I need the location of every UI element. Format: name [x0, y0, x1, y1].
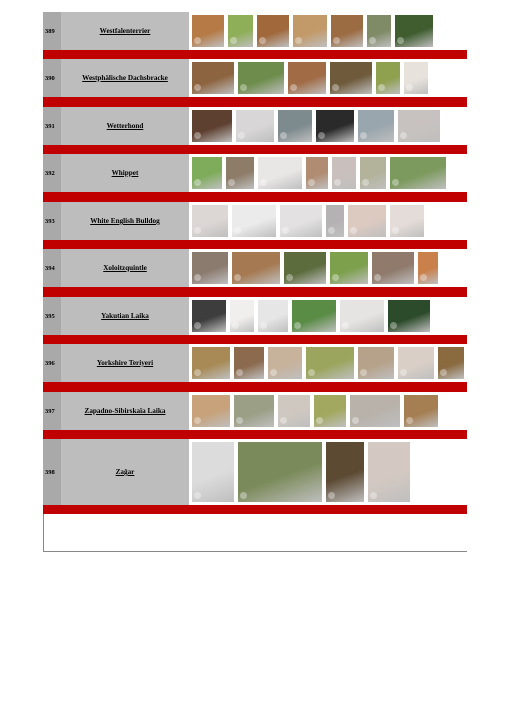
breed-name-link[interactable]: Wetterhond	[61, 107, 189, 145]
breed-photo[interactable]	[191, 109, 233, 143]
breed-table	[43, 12, 467, 514]
table-row	[43, 59, 467, 97]
photo-gallery	[189, 12, 467, 50]
breed-name-link[interactable]: Westphälische Dachsbracke	[61, 59, 189, 97]
breed-photo[interactable]	[291, 299, 337, 333]
breed-photo[interactable]	[277, 109, 313, 143]
breed-name-link[interactable]: Westfalenterrier	[61, 12, 189, 50]
breed-name-link[interactable]: White English Bulldog	[61, 202, 189, 240]
row-number: 389	[43, 12, 61, 50]
breed-photo[interactable]	[277, 394, 311, 428]
breed-name-link[interactable]: Yakutian Laika	[61, 297, 189, 335]
breed-name-link[interactable]: Zapadno-Sibirskaïa Laika	[61, 392, 189, 430]
breed-photo[interactable]	[339, 299, 385, 333]
row-number: 396	[43, 344, 61, 382]
table-row	[43, 12, 467, 50]
breed-photo[interactable]	[287, 61, 327, 95]
breed-photo[interactable]	[347, 204, 387, 238]
breed-photo[interactable]	[375, 61, 401, 95]
breed-photo[interactable]	[191, 61, 235, 95]
table-row	[43, 344, 467, 382]
table-row	[43, 297, 467, 335]
breed-photo[interactable]	[237, 61, 285, 95]
row-number: 393	[43, 202, 61, 240]
breed-photo[interactable]	[357, 346, 395, 380]
breed-photo[interactable]	[279, 204, 323, 238]
breed-photo[interactable]	[305, 156, 329, 190]
breed-photo[interactable]	[329, 61, 373, 95]
breed-photo[interactable]	[191, 441, 235, 503]
breed-photo[interactable]	[191, 394, 231, 428]
breed-photo[interactable]	[305, 346, 355, 380]
breed-photo[interactable]	[257, 156, 303, 190]
breed-photo[interactable]	[191, 156, 223, 190]
row-number: 391	[43, 107, 61, 145]
breed-photo[interactable]	[325, 204, 345, 238]
breed-photo[interactable]	[225, 156, 255, 190]
breed-photo[interactable]	[330, 14, 364, 48]
breed-photo[interactable]	[292, 14, 328, 48]
photo-gallery	[189, 154, 467, 192]
breed-photo[interactable]	[389, 204, 425, 238]
breed-photo[interactable]	[394, 14, 434, 48]
breed-photo[interactable]	[329, 251, 369, 285]
breed-photo[interactable]	[403, 61, 429, 95]
breed-name-link[interactable]: Whippet	[61, 154, 189, 192]
breed-photo[interactable]	[371, 251, 415, 285]
breed-photo[interactable]	[191, 346, 231, 380]
photo-gallery	[189, 344, 467, 382]
breed-photo[interactable]	[397, 346, 435, 380]
breed-photo[interactable]	[283, 251, 327, 285]
table-row	[43, 107, 467, 145]
photo-gallery	[189, 249, 467, 287]
row-number: 397	[43, 392, 61, 430]
breed-photo[interactable]	[437, 346, 465, 380]
breed-photo[interactable]	[229, 299, 255, 333]
row-number: 392	[43, 154, 61, 192]
breed-photo[interactable]	[325, 441, 365, 503]
breed-photo[interactable]	[257, 299, 289, 333]
photo-gallery	[189, 107, 467, 145]
breed-photo[interactable]	[331, 156, 357, 190]
page-footer-border	[43, 514, 467, 552]
table-row	[43, 154, 467, 192]
row-number: 395	[43, 297, 61, 335]
breed-name-link[interactable]: Xoloitzquintle	[61, 249, 189, 287]
row-number: 398	[43, 439, 61, 505]
breed-photo[interactable]	[191, 299, 227, 333]
breed-photo[interactable]	[233, 394, 275, 428]
breed-photo[interactable]	[231, 204, 277, 238]
breed-photo[interactable]	[231, 251, 281, 285]
table-row	[43, 202, 467, 240]
table-row	[43, 439, 467, 505]
breed-photo[interactable]	[235, 109, 275, 143]
breed-photo[interactable]	[227, 14, 254, 48]
breed-photo[interactable]	[313, 394, 347, 428]
breed-photo[interactable]	[349, 394, 401, 428]
breed-name-link[interactable]: Zağar	[61, 439, 189, 505]
table-row	[43, 392, 467, 430]
breed-photo[interactable]	[233, 346, 265, 380]
breed-photo[interactable]	[256, 14, 290, 48]
table-row	[43, 249, 467, 287]
photo-gallery	[189, 297, 467, 335]
photo-gallery	[189, 59, 467, 97]
breed-photo[interactable]	[267, 346, 303, 380]
row-number: 394	[43, 249, 61, 287]
breed-photo[interactable]	[191, 251, 229, 285]
photo-gallery	[189, 202, 467, 240]
breed-photo[interactable]	[367, 441, 411, 503]
breed-photo[interactable]	[357, 109, 395, 143]
photo-gallery	[189, 392, 467, 430]
breed-photo[interactable]	[359, 156, 387, 190]
breed-photo[interactable]	[366, 14, 392, 48]
breed-photo[interactable]	[403, 394, 439, 428]
breed-photo[interactable]	[191, 204, 229, 238]
photo-gallery	[189, 439, 467, 505]
breed-photo[interactable]	[315, 109, 355, 143]
breed-photo[interactable]	[417, 251, 439, 285]
breed-photo[interactable]	[387, 299, 431, 333]
row-number: 390	[43, 59, 61, 97]
breed-photo[interactable]	[397, 109, 441, 143]
breed-photo[interactable]	[237, 441, 323, 503]
breed-name-link[interactable]: Yorkshire Teriyeri	[61, 344, 189, 382]
breed-photo[interactable]	[389, 156, 447, 190]
breed-photo[interactable]	[191, 14, 225, 48]
